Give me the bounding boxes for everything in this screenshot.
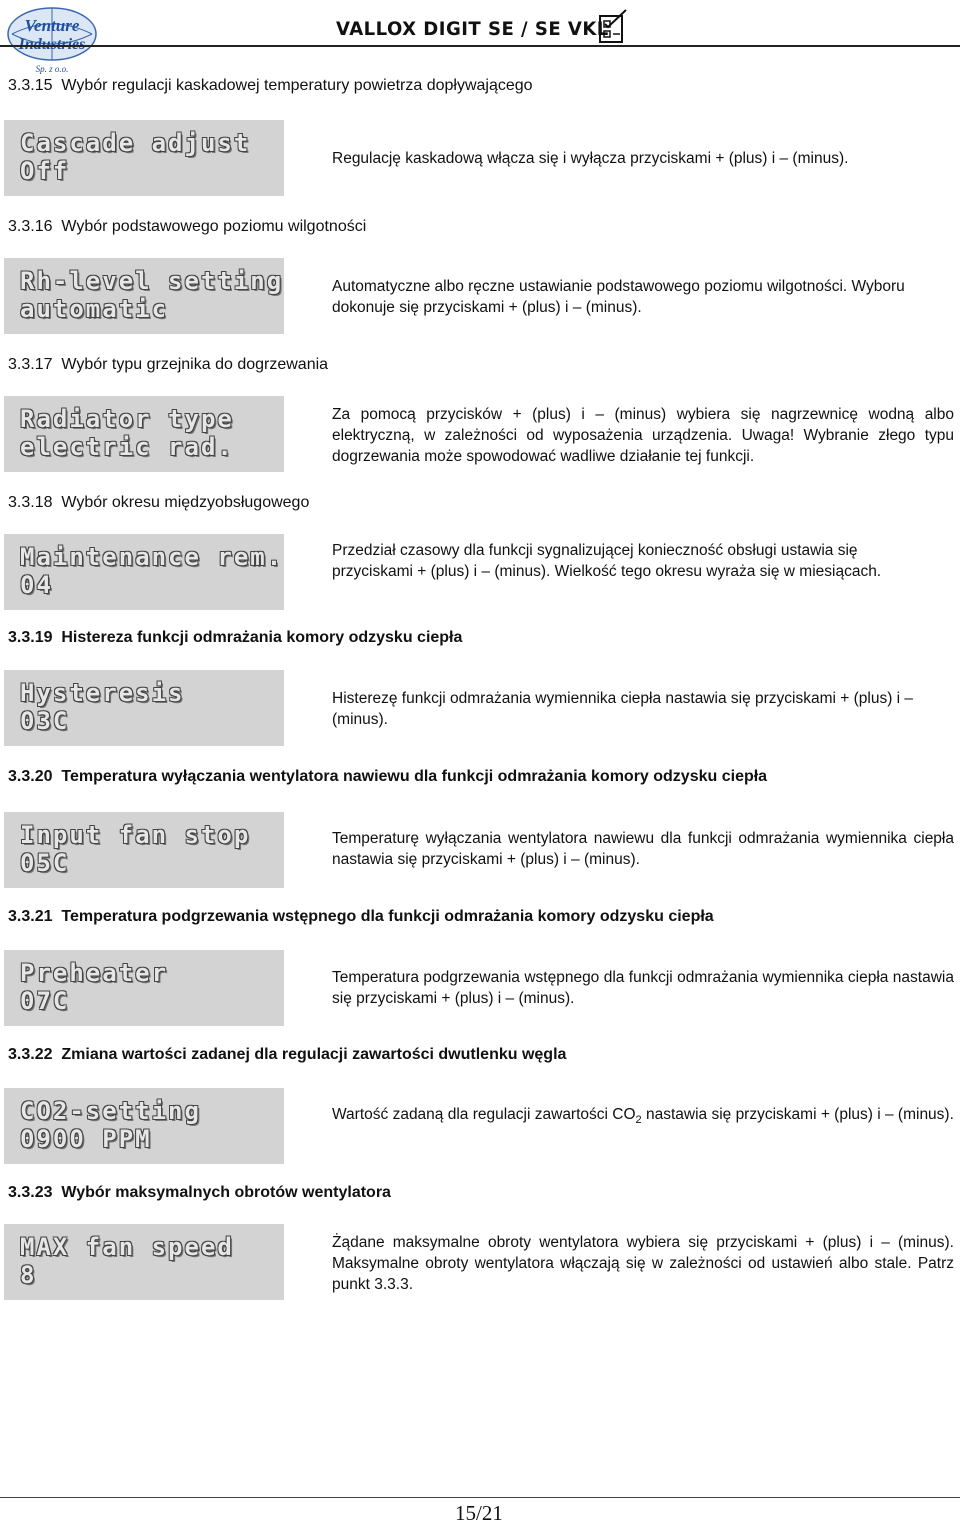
description-text: Wartość zadaną dla regulacji zawartości CO — [332, 1106, 636, 1123]
section-number: 3.3.22 — [8, 1046, 53, 1063]
lcd-line-1: Cascade adjust — [20, 129, 251, 157]
section-heading-3-3-23 — [8, 1184, 391, 1202]
section-description — [332, 1104, 954, 1131]
section-number: 3.3.16 — [8, 218, 53, 235]
venture-industries-logo — [2, 4, 102, 76]
lcd-line-2: 04 — [20, 571, 53, 599]
lcd-display-cascade-adjust — [4, 120, 284, 196]
section-description: Temperaturę wyłączania wentylatora nawiewu dla funkcji odmrażania wymiennika ciepła nastawia się przyciskami + (plus) i – (minus). — [332, 830, 954, 868]
section-description: Przedział czasowy dla funkcji sygnalizującej konieczność obsługi ustawia się przyciskami + (plus) i – (minus). Wielkość tego okresu wyraża się w miesiącach. — [332, 542, 882, 580]
lcd-display-rh-level — [4, 258, 284, 334]
lcd-display-hysteresis — [4, 670, 284, 746]
lcd-line-2: 8 — [20, 1261, 37, 1289]
lcd-line-1: Input fan stop — [20, 821, 251, 849]
section-heading-3-3-17 — [8, 356, 328, 374]
lcd-line-1: Hysteresis — [20, 679, 185, 707]
logo-text-line3: Sp. z o.o. — [35, 64, 69, 74]
section-title: Wybór maksymalnych obrotów wentylatora — [61, 1184, 391, 1201]
section-heading-3-3-20 — [8, 768, 767, 786]
section-heading-3-3-18 — [8, 494, 309, 512]
lcd-display-input-fan-stop — [4, 812, 284, 888]
lcd-line-2: 07C — [20, 987, 70, 1015]
lcd-display-co2-setting — [4, 1088, 284, 1164]
section-number: 3.3.20 — [8, 768, 53, 785]
section-title: Wybór regulacji kaskadowej temperatury powietrza dopływającego — [61, 77, 533, 94]
section-number: 3.3.23 — [8, 1184, 53, 1201]
lcd-display-maintenance — [4, 534, 284, 610]
lcd-display-radiator-type — [4, 396, 284, 472]
lcd-display-max-fan-speed — [4, 1224, 284, 1300]
section-heading-3-3-22 — [8, 1046, 566, 1064]
section-title: Temperatura wyłączania wentylatora nawiewu dla funkcji odmrażania komory odzysku ciepła — [61, 768, 768, 785]
lcd-line-2: automatic — [20, 295, 169, 323]
section-description: Regulację kaskadową włącza się i wyłącza przyciskami + (plus) i – (minus). — [332, 150, 849, 167]
section-number: 3.3.15 — [8, 77, 53, 94]
product-title: VALLOX DIGIT SE / SE VKL — [336, 18, 609, 40]
lcd-line-2: 05C — [20, 849, 70, 877]
header-divider — [0, 45, 960, 47]
lcd-line-1: CO2-setting — [20, 1097, 201, 1125]
footer-divider — [0, 1497, 960, 1498]
section-description: Automatyczne albo ręczne ustawianie podstawowego poziomu wilgotności. Wyboru dokonuje się przyciskami + (plus) i – (minus). — [332, 278, 905, 316]
lcd-line-1: Radiator type — [20, 405, 234, 433]
section-heading-3-3-21 — [8, 908, 714, 926]
section-description: Za pomocą przycisków + (plus) i – (minus) wybiera się nagrzewnicę wodną albo elektryczną, w zależności od wyposażenia urządzenia. Uwaga! Wybranie złego typu dogrzewania może spowodować wadliwe działanie tej funkcji. — [332, 406, 954, 465]
section-number: 3.3.18 — [8, 494, 53, 511]
checkbox-document-icon — [596, 8, 632, 44]
description-subscript: 2 — [635, 1114, 642, 1127]
lcd-line-2: Off — [20, 157, 70, 185]
section-description: Histerezę funkcji odmrażania wymiennika ciepła nastawia się przyciskami + (plus) i – (minus). — [332, 690, 914, 728]
lcd-line-2: 03C — [20, 707, 70, 735]
section-heading-3-3-15 — [8, 77, 533, 95]
section-title: Temperatura podgrzewania wstępnego dla funkcji odmrażania komory odzysku ciepła — [61, 908, 714, 925]
section-title: Wybór podstawowego poziomu wilgotności — [61, 218, 367, 235]
lcd-line-1: Preheater — [20, 959, 169, 987]
section-description: Żądane maksymalne obroty wentylatora wybiera się przyciskami + (plus) i – (minus). Maksymalne obroty wentylatora włączają się w zależności od ustawień albo stale. Patrz punkt 3.3.3. — [332, 1234, 954, 1293]
section-heading-3-3-19 — [8, 629, 462, 647]
section-heading-3-3-16 — [8, 218, 366, 236]
page-number: 15/21 — [455, 1501, 503, 1525]
section-number: 3.3.21 — [8, 908, 53, 925]
lcd-line-1: Maintenance rem. — [20, 543, 284, 571]
description-text: nastawia się przyciskami + (plus) i – (minus). — [641, 1106, 954, 1123]
logo-text-line1: Venture — [24, 16, 80, 35]
section-number: 3.3.19 — [8, 629, 53, 646]
lcd-line-2: 0900 PPM — [20, 1125, 152, 1153]
lcd-line-1: MAX fan speed — [20, 1233, 234, 1261]
lcd-line-1: Rh-level setting — [20, 267, 284, 295]
section-description: Temperatura podgrzewania wstępnego dla funkcji odmrażania wymiennika ciepła nastawia się przyciskami + (plus) i – (minus). — [332, 969, 954, 1007]
lcd-line-2: electric rad. — [20, 433, 234, 461]
section-number: 3.3.17 — [8, 356, 53, 373]
lcd-display-preheater — [4, 950, 284, 1026]
section-title: Wybór typu grzejnika do dogrzewania — [61, 356, 329, 373]
section-title: Wybór okresu międzyobsługowego — [61, 494, 310, 511]
section-title: Histereza funkcji odmrażania komory odzysku ciepła — [61, 629, 463, 646]
section-title: Zmiana wartości zadanej dla regulacji zawartości dwutlenku węgla — [61, 1046, 567, 1063]
